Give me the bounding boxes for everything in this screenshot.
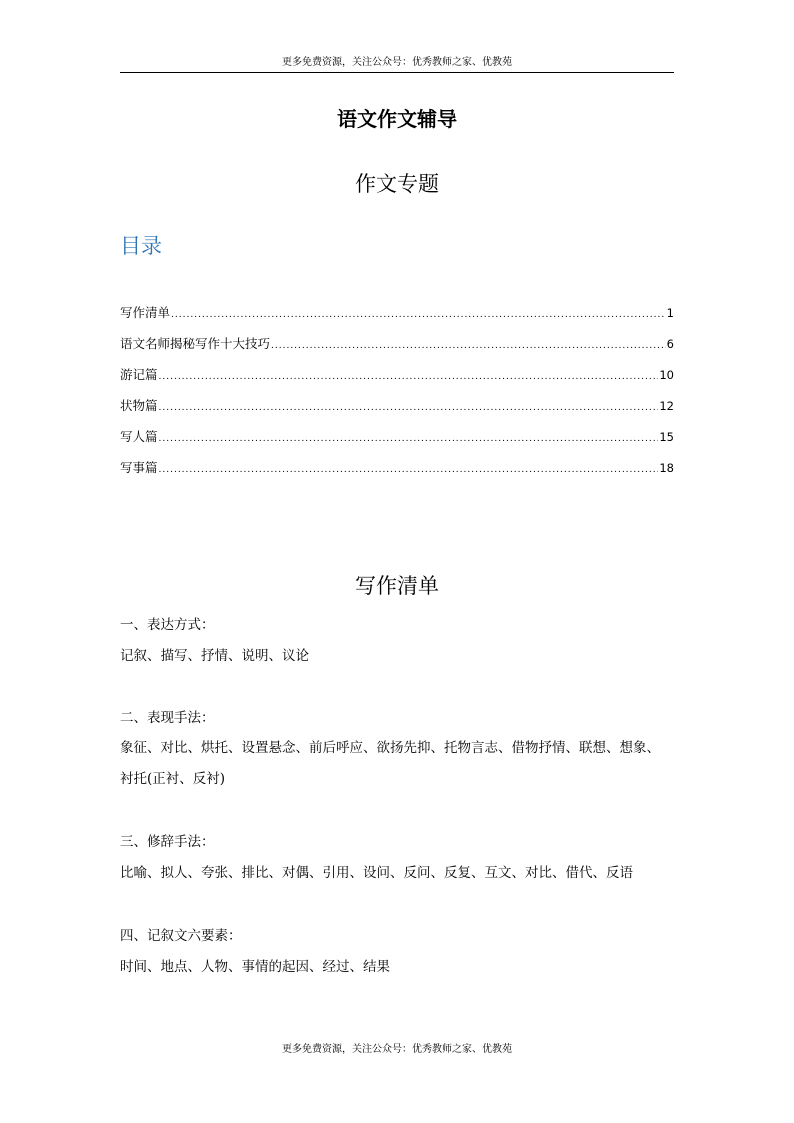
document-subtitle: 作文专题 (355, 172, 439, 196)
document-title: 语文作文辅导 (337, 107, 457, 131)
toc-leader-dots (159, 372, 659, 382)
item-content: 时间、地点、人物、事情的起因、经过、结果 (120, 959, 390, 975)
toc-entry-page: 6 (666, 337, 674, 351)
toc-entry-label: 写作清单 (120, 305, 171, 320)
toc-leader-dots (159, 434, 659, 444)
item-content: 比喻、拟人、夸张、排比、对偶、引用、设问、反问、反复、互文、对比、借代、反语 (120, 865, 633, 881)
toc-entry[interactable] (120, 303, 674, 334)
page-header: 更多免费资源，关注公众号：优秀教师之家、优教苑 (120, 54, 674, 73)
item-title: 二、表现手法： (120, 710, 215, 726)
toc-entry[interactable] (120, 427, 674, 458)
toc-entry-label: 游记篇 (120, 367, 158, 382)
toc-entry-label: 语文名师揭秘写作十大技巧 (120, 336, 271, 351)
toc-entry[interactable] (120, 458, 674, 489)
toc-entry-page: 12 (659, 399, 674, 413)
table-of-contents (120, 303, 674, 489)
item-content: 象征、对比、烘托、设置悬念、前后呼应、欲扬先抑、托物言志、借物抒情、联想、想象、 (120, 740, 660, 756)
toc-leader-dots (271, 341, 666, 351)
toc-entry-page: 10 (659, 368, 674, 382)
toc-entry[interactable] (120, 396, 674, 427)
toc-entry-page: 18 (659, 461, 674, 475)
item-content: 衬托(正衬、反衬) (120, 771, 226, 787)
item-content: 记叙、描写、抒情、说明、议论 (120, 648, 309, 664)
page-footer: 更多免费资源，关注公众号：优秀教师之家、优教苑 (282, 1044, 512, 1055)
item-title: 四、记叙文六要素： (120, 928, 242, 944)
toc-leader-dots (159, 403, 659, 413)
toc-entry[interactable] (120, 365, 674, 396)
toc-entry-label: 写人篇 (120, 429, 158, 444)
toc-heading: 目录 (120, 234, 162, 258)
toc-entry-label: 状物篇 (120, 398, 158, 413)
item-title: 三、修辞手法： (120, 834, 215, 850)
toc-leader-dots (159, 465, 659, 475)
toc-entry-page: 15 (659, 430, 674, 444)
toc-leader-dots (171, 310, 666, 320)
toc-entry-page: 1 (666, 306, 674, 320)
section-heading: 写作清单 (355, 574, 439, 598)
toc-entry-label: 写事篇 (120, 460, 158, 475)
item-title: 一、表达方式： (120, 617, 215, 633)
toc-entry[interactable] (120, 334, 674, 365)
